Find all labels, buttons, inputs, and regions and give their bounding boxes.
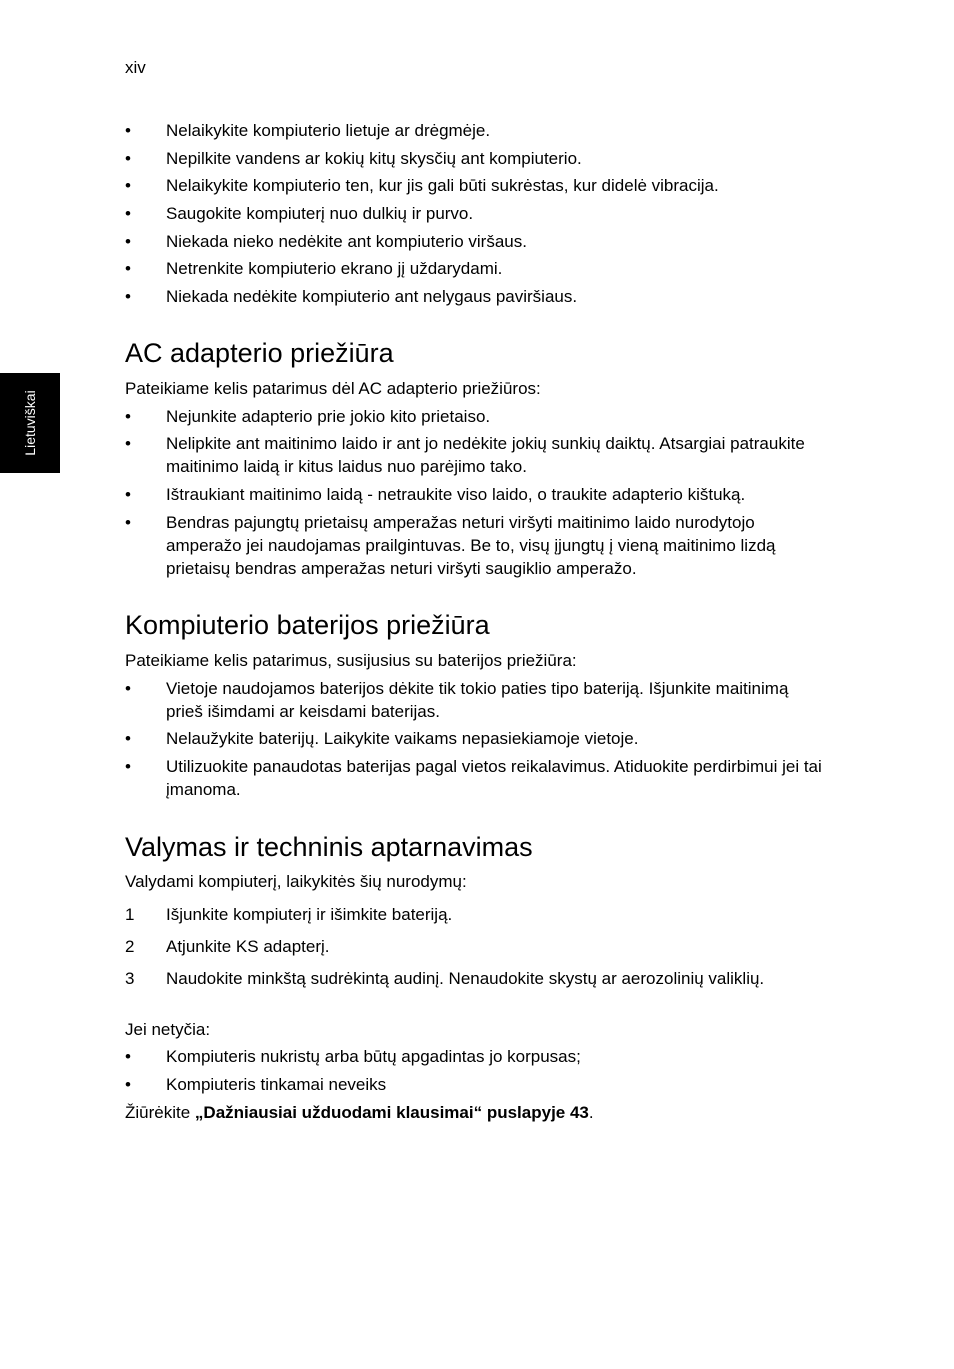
list-item: [125, 483, 825, 506]
list-item-text: Nejunkite adapterio prie jokio kito prietaiso.: [166, 407, 491, 426]
section-heading-cleaning: Valymas ir techninis aptarnavimas: [125, 832, 533, 862]
section-intro: Pateikiame kelis patarimus, susijusius su baterijos priežiūra:: [125, 651, 577, 670]
list-item-text: Nepilkite vandens ar kokių kitų skysčių ant kompiuterio.: [166, 149, 582, 168]
list-item: [125, 147, 825, 170]
list-item: [125, 405, 825, 428]
bullet-marker: •: [125, 729, 131, 748]
list-item-text: Nelaužykite baterijų. Laikykite vaikams nepasiekiamoje vietoje.: [166, 729, 639, 748]
section-heading-ac-adapter: AC adapterio priežiūra: [125, 338, 394, 368]
bullet-marker: •: [125, 679, 131, 698]
bullet-marker: •: [125, 1075, 131, 1094]
bullet-marker: •: [125, 259, 131, 278]
language-side-tab: [0, 373, 60, 473]
if-label: Jei netyčia:: [125, 1020, 211, 1039]
bullet-marker: •: [125, 757, 131, 776]
list-item-text: Netrenkite kompiuterio ekrano jį uždarydami.: [166, 259, 503, 278]
list-item-text: Nelaikykite kompiuterio ten, kur jis gali būti sukrėstas, kur didelė vibracija.: [166, 176, 719, 195]
step-number: 2: [125, 937, 135, 956]
list-item-text: Saugokite kompiuterį nuo dulkių ir purvo.: [166, 204, 474, 223]
cross-reference-suffix: .: [588, 1103, 594, 1122]
numbered-step: [125, 903, 825, 926]
list-item-text: Nelipkite ant maitinimo laido ir ant jo nedėkite jokių sunkių daiktų. Atsargiai patraukite maitinimo laidą ir kitus laidus nuo parėjimo tako.: [166, 434, 805, 476]
step-text: Išjunkite kompiuterį ir išimkite bateriją.: [166, 905, 453, 924]
numbered-step: [125, 935, 825, 958]
list-item: [125, 755, 825, 801]
list-item: [125, 230, 825, 253]
step-number: 1: [125, 905, 135, 924]
list-item-text: Kompiuteris nukristų arba būtų apgadintas jo korpusas;: [166, 1047, 581, 1066]
bullet-marker: •: [125, 434, 131, 453]
page-number: xiv: [125, 58, 146, 77]
section-intro: Pateikiame kelis patarimus dėl AC adapterio priežiūros:: [125, 379, 541, 398]
bullet-marker: •: [125, 121, 131, 140]
list-item: [125, 511, 825, 580]
list-item: [125, 202, 825, 225]
list-item-text: Bendras pajungtų prietaisų amperažas neturi viršyti maitinimo laido nurodytojo amperažo jei naudojamas prailgintuvas. Be to, visų įjungtų į vieną maitinimo lizdą prietaisų bendras amperažas neturi viršyti saugiklio amperažo.: [166, 513, 776, 578]
bullet-marker: •: [125, 1047, 131, 1066]
section-intro: Valydami kompiuterį, laikykitės šių nurodymų:: [125, 872, 467, 891]
list-item-text: Vietoje naudojamos baterijos dėkite tik tokio paties tipo bateriją. Išjunkite maitinimą prieš išimdami ar keisdami baterijas.: [166, 679, 789, 721]
section-heading-battery: Kompiuterio baterijos priežiūra: [125, 610, 490, 640]
bullet-marker: •: [125, 232, 131, 251]
list-item-text: Niekada nieko nedėkite ant kompiuterio viršaus.: [166, 232, 527, 251]
step-text: Atjunkite KS adapterį.: [166, 937, 330, 956]
list-item: [125, 285, 825, 308]
list-item-text: Nelaikykite kompiuterio lietuje ar drėgmėje.: [166, 121, 491, 140]
language-side-tab-label: Lietuviškai: [22, 390, 38, 456]
list-item: [125, 1073, 825, 1096]
bullet-marker: •: [125, 149, 131, 168]
step-text: Naudokite minkštą sudrėkintą audinį. Nenaudokite skystų ar aerozolinių valiklių.: [166, 969, 765, 988]
list-item-text: Utilizuokite panaudotas baterijas pagal vietos reikalavimus. Atiduokite perdirbimui jei tai įmanoma.: [166, 757, 822, 799]
list-item-text: Niekada nedėkite kompiuterio ant nelygaus paviršiaus.: [166, 287, 578, 306]
step-number: 3: [125, 969, 135, 988]
bullet-marker: •: [125, 287, 131, 306]
cross-reference-prefix: Žiūrėkite: [125, 1103, 195, 1122]
numbered-step: [125, 967, 825, 990]
bullet-marker: •: [125, 485, 131, 504]
list-item: [125, 1045, 825, 1068]
bullet-marker: •: [125, 176, 131, 195]
list-item: [125, 727, 825, 750]
list-item: [125, 677, 825, 723]
list-item: [125, 174, 825, 197]
list-item: [125, 432, 825, 478]
cross-reference-link[interactable]: „Dažniausiai užduodami klausimai“ puslapyje 43: [194, 1103, 589, 1122]
bullet-marker: •: [125, 407, 131, 426]
list-item-text: Ištraukiant maitinimo laidą - netraukite viso laido, o traukite adapterio kištuką.: [166, 485, 746, 504]
list-item-text: Kompiuteris tinkamai neveiks: [166, 1075, 387, 1094]
list-item: [125, 257, 825, 280]
list-item: [125, 119, 825, 142]
cross-reference: [125, 1101, 825, 1124]
bullet-marker: •: [125, 204, 131, 223]
bullet-marker: •: [125, 513, 131, 532]
